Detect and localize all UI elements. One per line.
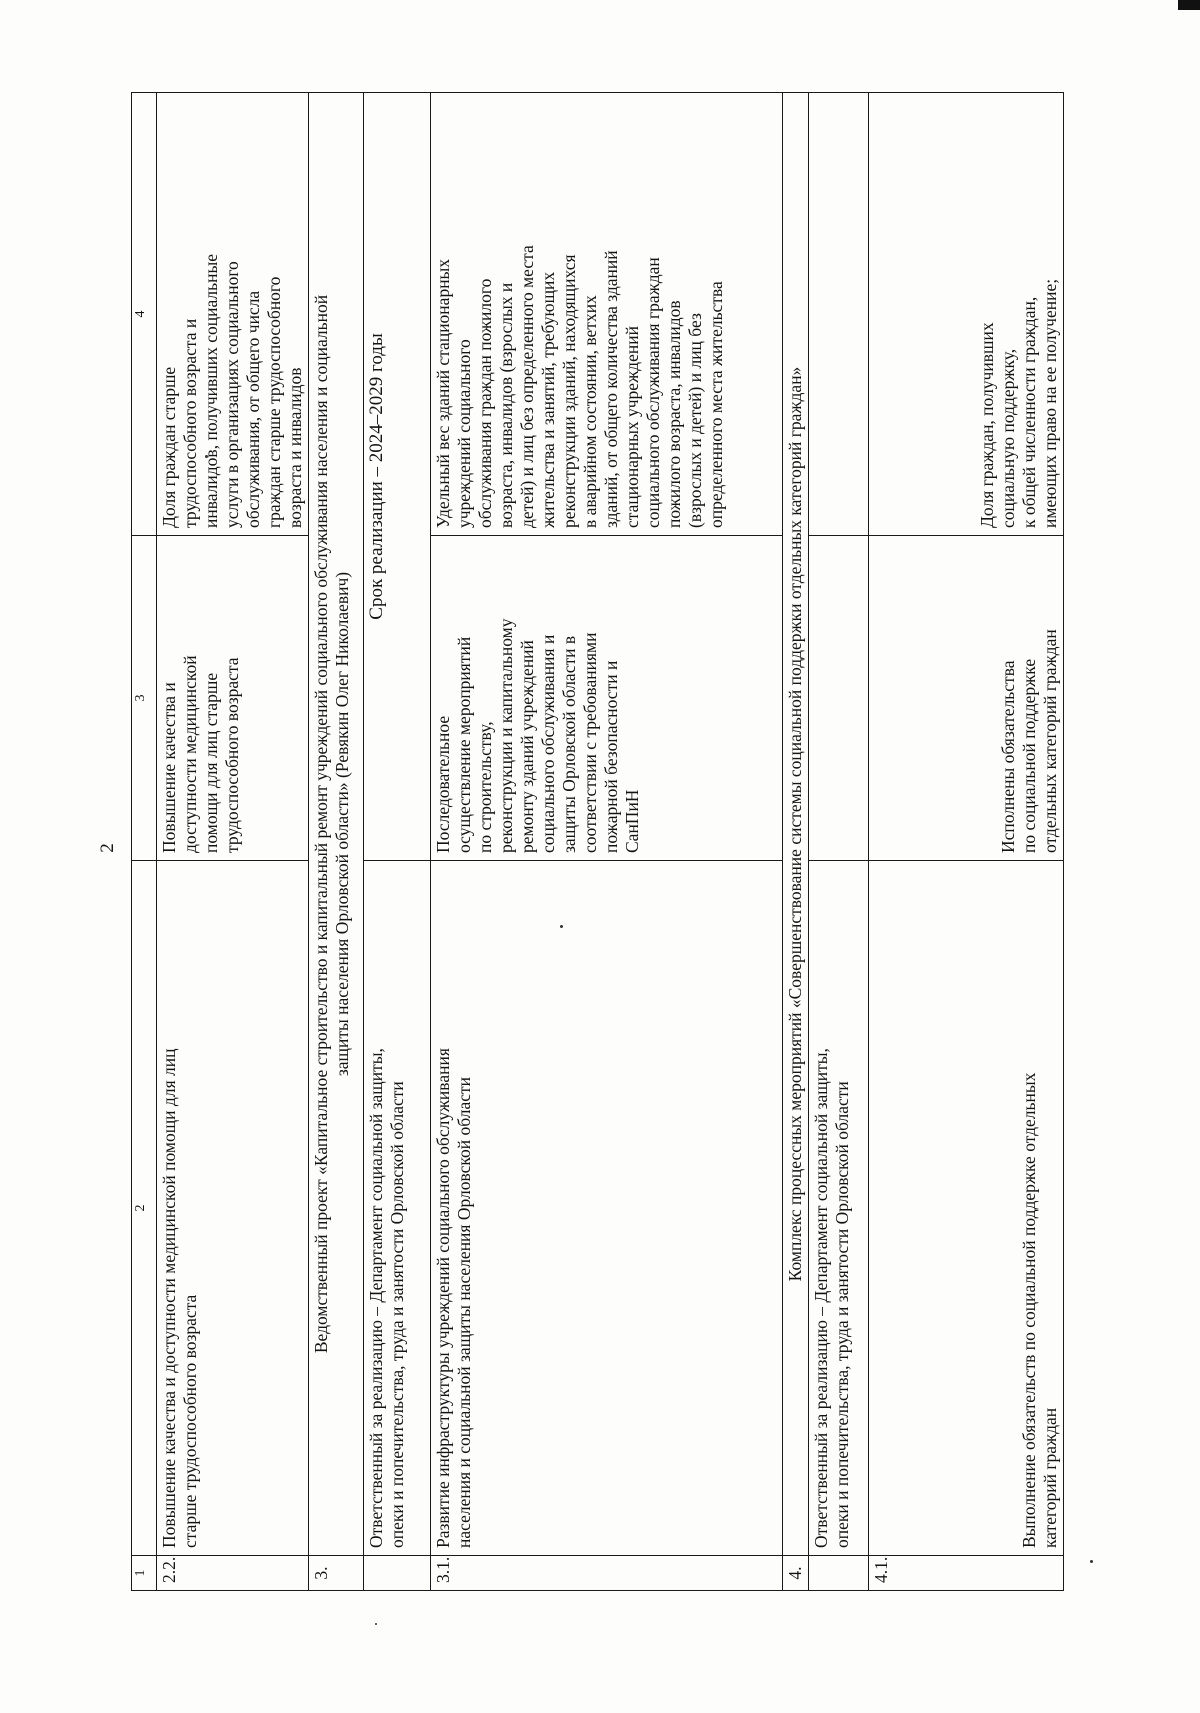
text-line: Ответственный за реализацию – Департамент социальной защиты, <box>811 1048 831 1548</box>
task-cell <box>431 861 783 1556</box>
scan-speck <box>375 1623 377 1625</box>
text-line: Развитие инфраструктуры учреждений социального обслуживания <box>433 1048 453 1548</box>
text-line: Ответственный за реализацию – Департамент социальной защиты, <box>366 1048 386 1548</box>
text-line: Повышение качества и <box>159 682 179 853</box>
text-line: зданий, от общего количества зданий <box>601 250 621 528</box>
text-line: в аварийном состоянии, ветхих <box>580 295 600 528</box>
text-line: Доля граждан старше <box>159 366 179 528</box>
text-line: жительства и занятий, требующих <box>538 271 558 528</box>
text-line: учреждений социального <box>454 339 474 528</box>
indicator-cell <box>869 93 1064 536</box>
empty-cell <box>809 536 869 861</box>
document-table <box>131 92 1064 1591</box>
text-line: категорий граждан <box>1040 1407 1060 1548</box>
text-line: доступности медицинской <box>180 655 200 853</box>
text-line: помощи для лиц старше <box>201 672 221 853</box>
text-line: отдельных категорий граждан <box>1040 629 1060 853</box>
section-row <box>309 93 364 1591</box>
text-line: граждан старше трудоспособного <box>264 276 284 528</box>
row-number: 4.1. <box>869 1556 1064 1591</box>
text-line: Последовательное <box>433 715 453 853</box>
page-number: 2 <box>97 843 118 853</box>
text-line: старше трудоспособного возраста <box>180 1294 200 1548</box>
row-number: 3. <box>309 1556 364 1591</box>
indicator-cell <box>431 93 783 536</box>
text-line: осуществление мероприятий <box>454 636 474 853</box>
row-number: 4. <box>783 1556 809 1591</box>
section-row <box>783 93 809 1591</box>
text-line: СанПиН <box>622 789 642 853</box>
text-line: Исполнены обязательства <box>998 660 1018 853</box>
text-line: по строительству, <box>475 721 495 853</box>
rotated-table-container <box>131 93 1064 1591</box>
table-row <box>869 93 1064 1591</box>
text-line: пожилого возраста, инвалидов <box>664 300 684 528</box>
header-col-1: 1 <box>132 1556 157 1591</box>
text-line: по социальной поддержке <box>1019 658 1039 853</box>
text-line: трудоспособного возраста и <box>180 318 200 528</box>
responsible-cell <box>809 861 869 1556</box>
empty-cell <box>364 1556 431 1591</box>
text-line: имеющих право на ее получение; <box>1040 278 1060 528</box>
empty-cell <box>809 93 869 536</box>
text-line: реконструкции зданий, находящихся <box>559 254 579 528</box>
header-col-2: 2 <box>132 861 157 1556</box>
text-line: Выполнение обязательств по социальной поддержке отдельных <box>1019 1072 1039 1548</box>
text-line: к общей численности граждан, <box>1019 296 1039 528</box>
text-line: детей) и лиц без определенного места <box>517 245 537 528</box>
text-line: реконструкции и капитальному <box>496 618 516 853</box>
text-line: социального обслуживания и <box>538 634 558 853</box>
text-line: пожарной безопасности и <box>601 660 621 853</box>
text-line: обслуживания граждан пожилого <box>475 278 495 528</box>
table-row <box>431 93 783 1591</box>
scan-edge-mark <box>1178 0 1200 10</box>
header-row <box>132 93 157 1591</box>
scan-speck <box>1090 1560 1093 1563</box>
text-line: возраста, инвалидов (взрослых и <box>496 282 516 528</box>
effect-cell <box>431 536 783 861</box>
text-line: населения и социальной защиты населения Орловской области <box>454 1076 474 1548</box>
text-line: социального обслуживания граждан <box>643 257 663 528</box>
effect-cell <box>157 536 309 861</box>
text-line: обслуживания, от общего числа <box>243 290 263 528</box>
text-line: Ведомственный проект «Капитальное строительство и капитальный ремонт учреждений социального обслуживания населения и социальной <box>311 294 331 1354</box>
implementation-term: Срок реализации – 2024–2029 годы <box>364 93 431 861</box>
section-title: Комплекс процессных мероприятий «Совершенствование системы социальной поддержки отдельных категорий граждан» <box>783 93 809 1556</box>
text-line: определенного места жительства <box>706 281 726 528</box>
text-line: Удельный вес зданий стационарных <box>433 258 453 528</box>
indicator-cell <box>157 93 309 536</box>
text-line: социальную поддержку, <box>998 348 1018 528</box>
text-line: опеки и попечительства, труда и занятости Орловской области <box>832 1081 852 1548</box>
effect-cell <box>869 536 1064 861</box>
text-line: защиты Орловской области в <box>559 635 579 853</box>
text-line: услуги в организациях социального <box>222 261 242 528</box>
header-col-3: 3 <box>132 536 157 861</box>
text-line: ремонту зданий учреждений <box>517 640 537 853</box>
responsible-cell <box>364 861 431 1556</box>
text-line: трудоспособного возраста <box>222 657 242 853</box>
text-line: Доля граждан, получивших <box>977 322 997 528</box>
table-row <box>157 93 309 1591</box>
text-line: опеки и попечительства, труда и занятости Орловской области <box>387 1081 407 1548</box>
text-line: инвалидов, получивших социальные <box>201 254 221 528</box>
text-line: возраста и инвалидов <box>285 367 305 528</box>
text-line: (взрослых и детей) и лиц без <box>685 313 705 528</box>
section-title <box>309 93 364 1556</box>
empty-cell <box>809 1556 869 1591</box>
row-number: 3.1. <box>431 1556 783 1591</box>
task-cell <box>157 861 309 1556</box>
task-cell <box>869 861 1064 1556</box>
row-number: 2.2. <box>157 1556 309 1591</box>
responsible-row <box>809 93 869 1591</box>
text-line: защиты населения Орловской области» (Ревякин Олег Николаевич) <box>332 571 352 1077</box>
text-line: соответствии с требованиями <box>580 632 600 853</box>
text-line: стационарных учреждений <box>622 326 642 528</box>
text-line: Повышение качества и доступности медицинской помощи для лиц <box>159 1048 179 1548</box>
responsible-row <box>364 93 431 1591</box>
header-col-4: 4 <box>132 93 157 536</box>
